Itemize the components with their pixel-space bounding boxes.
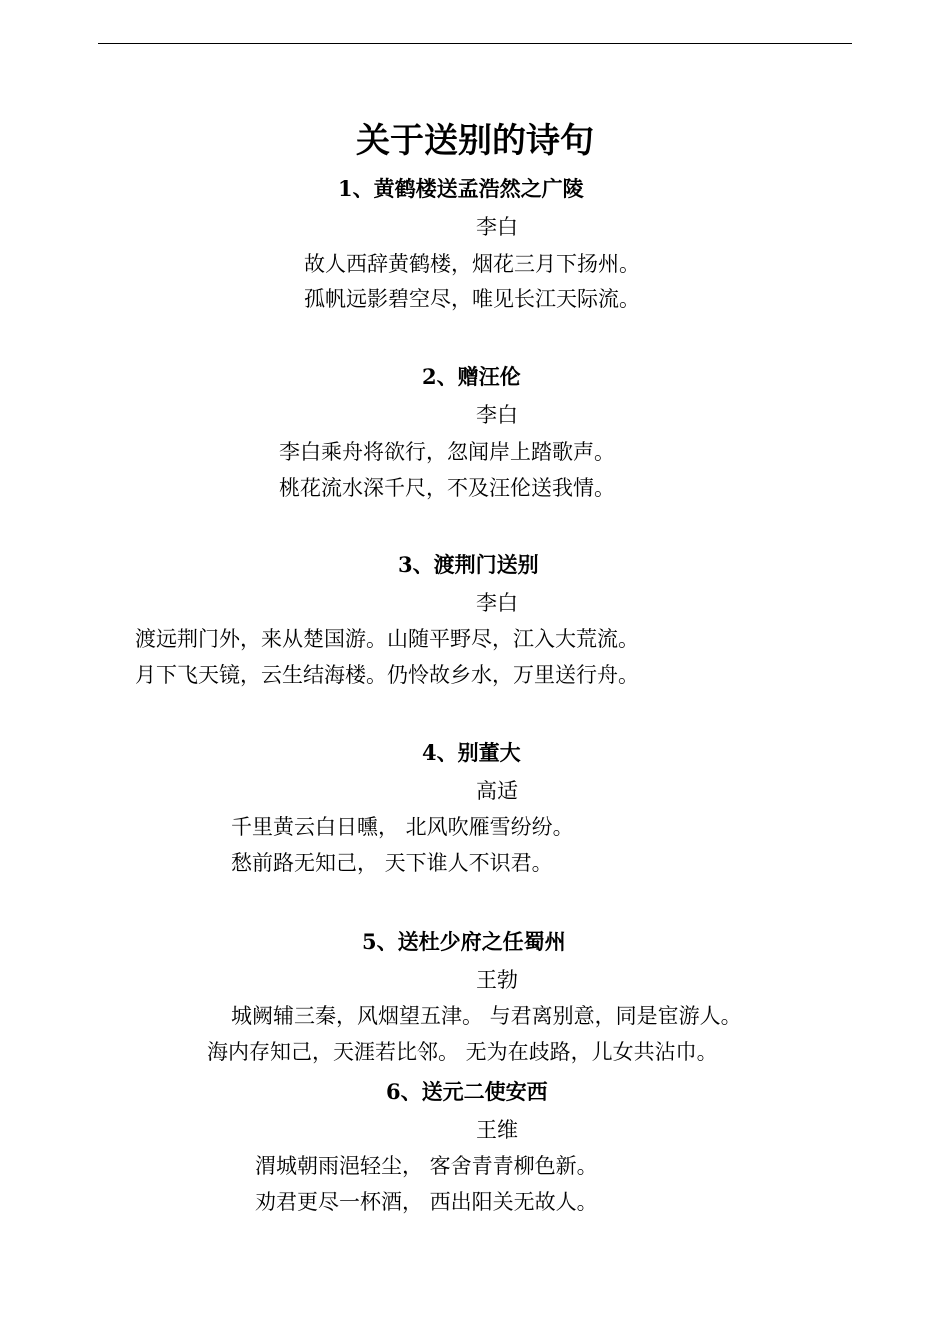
- poem-line: 桃花流水深千尺，不及汪伦送我情。: [279, 476, 615, 500]
- poem-title: 4、别董大: [422, 740, 521, 765]
- poem-author: 李白: [476, 591, 518, 615]
- poem-title: 1、黄鹤楼送孟浩然之广陵: [338, 176, 584, 201]
- poem-line: 愁前路无知己， 天下谁人不识君。: [231, 851, 553, 875]
- page-title: 关于送别的诗句: [356, 121, 594, 161]
- poem-author: 李白: [476, 215, 518, 239]
- poem-line: 城阙辅三秦，风烟望五津。 与君离别意，同是宦游人。: [231, 1004, 742, 1028]
- poem-line: 故人西辞黄鹤楼，烟花三月下扬州。: [304, 252, 640, 276]
- header-rule: [98, 43, 852, 44]
- poem-title: 6、送元二使安西: [386, 1079, 548, 1104]
- poem-title: 2、赠汪伦: [422, 364, 521, 389]
- poem-line: 孤帆远影碧空尽，唯见长江天际流。: [304, 287, 640, 311]
- poem-author: 王勃: [476, 968, 518, 992]
- poem-line: 渭城朝雨浥轻尘， 客舍青青柳色新。: [255, 1154, 598, 1178]
- poem-line: 劝君更尽一杯酒， 西出阳关无故人。: [255, 1190, 598, 1214]
- poem-author: 李白: [476, 403, 518, 427]
- poem-author: 高适: [476, 779, 518, 803]
- poem-line: 李白乘舟将欲行，忽闻岸上踏歌声。: [279, 440, 615, 464]
- poem-line: 月下飞天镜，云生结海楼。仍怜故乡水，万里送行舟。: [135, 663, 639, 687]
- poem-line: 渡远荆门外，来从楚国游。山随平野尽，江入大荒流。: [135, 627, 639, 651]
- poem-line: 海内存知己，天涯若比邻。 无为在歧路，儿女共沾巾。: [207, 1040, 718, 1064]
- poem-title: 3、渡荆门送别: [398, 552, 539, 577]
- poem-line: 千里黄云白日曛， 北风吹雁雪纷纷。: [231, 815, 574, 839]
- poem-author: 王维: [476, 1118, 518, 1142]
- poem-title: 5、送杜少府之任蜀州: [362, 929, 566, 954]
